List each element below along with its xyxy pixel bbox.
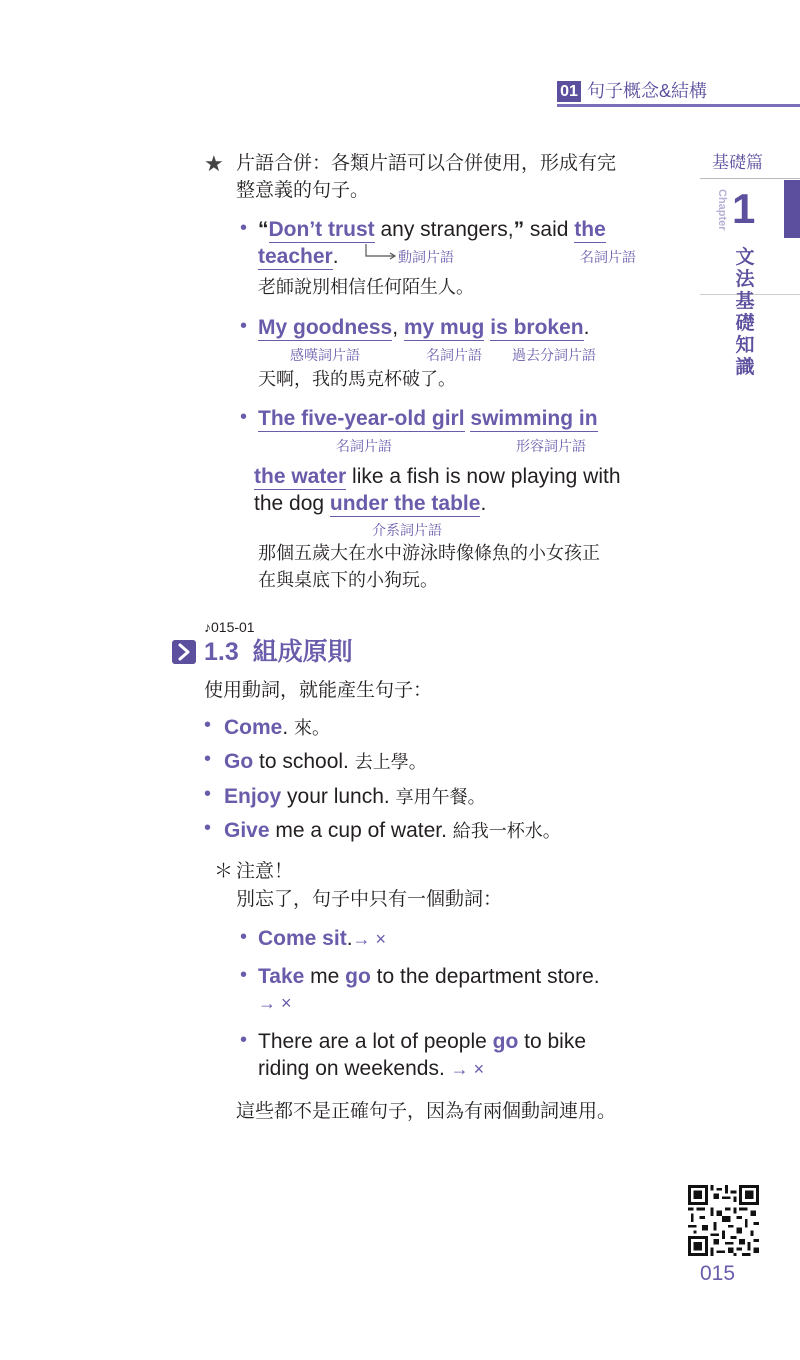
label-verb-phrase: 動詞片語 xyxy=(398,249,454,265)
verb-pointer-arrow xyxy=(364,244,398,264)
bullet-icon: • xyxy=(240,406,248,428)
verb: Go xyxy=(224,750,254,773)
asterisk-icon: ＊ xyxy=(214,861,234,882)
period: . xyxy=(583,316,590,339)
vertical-char: 礎 xyxy=(735,313,755,334)
section-title: 組成原則 xyxy=(252,638,353,666)
adjective-phrase-part: swimming in xyxy=(470,407,598,430)
section-number: 1.3 xyxy=(204,638,239,666)
verb: Take xyxy=(258,965,305,988)
vertical-char: 法 xyxy=(735,269,755,290)
section-heading xyxy=(204,636,353,668)
sentence-text: me a cup of water. xyxy=(269,819,453,842)
example-3-line3 xyxy=(254,490,486,517)
bullet-icon: • xyxy=(204,783,212,805)
noun-phrase: my mug xyxy=(403,316,485,339)
label-noun-phrase: 名詞片語 xyxy=(336,438,392,454)
label-past-participle: 過去分詞片語 xyxy=(512,347,596,363)
sentence-text: There are a lot of people xyxy=(258,1030,493,1053)
bullet-icon: • xyxy=(204,714,212,736)
sentence-text: . xyxy=(282,716,295,739)
interjection-phrase: My goodness xyxy=(258,316,393,339)
wrong-mark: → × xyxy=(258,993,292,1013)
verb: go xyxy=(492,1030,519,1053)
quote-open: “ xyxy=(258,218,269,241)
example-3-line1 xyxy=(258,405,598,432)
adjective-phrase-part: the water xyxy=(254,465,347,488)
music-note-icon: ♪ xyxy=(204,619,211,635)
verb-phrase: Don’t trust xyxy=(268,218,375,241)
list-item xyxy=(224,748,427,776)
period: . xyxy=(332,245,339,268)
sentence-text: to the department store. xyxy=(370,965,600,988)
example-2-sentence xyxy=(258,314,589,341)
sentence-text: any strangers, xyxy=(374,218,514,241)
side-vertical-title xyxy=(734,247,756,379)
side-chapter-number: 1 xyxy=(732,185,756,232)
star-icon: ★ xyxy=(204,151,224,176)
header-rule xyxy=(557,104,800,107)
chapter-tab-bar xyxy=(784,180,800,238)
sentence-text: riding on weekends. xyxy=(258,1057,451,1080)
wrong-example-1 xyxy=(258,925,386,953)
audio-track xyxy=(204,618,255,636)
qr-code[interactable] xyxy=(688,1185,759,1256)
example-1-line2 xyxy=(258,243,339,270)
period: . xyxy=(480,492,487,515)
verb: Come xyxy=(224,716,283,739)
wrong-example-3-line2 xyxy=(258,1055,484,1083)
example-1-line1 xyxy=(258,216,606,243)
sentence-text: me xyxy=(304,965,346,988)
side-divider xyxy=(700,178,800,179)
wrong-example-3-line1 xyxy=(258,1028,586,1055)
wrong-example-2 xyxy=(258,963,600,990)
label-interjection: 感嘆詞片語 xyxy=(290,347,360,363)
sentence-text: like a fish is now playing with xyxy=(346,465,621,488)
noun-phrase-part: the xyxy=(574,218,606,241)
bullet-icon: • xyxy=(240,217,248,239)
bullet-icon: • xyxy=(240,1029,248,1051)
verb: Enjoy xyxy=(224,785,282,808)
example-3-translation-line2: 在與桌底下的小狗玩。 xyxy=(258,570,438,590)
note-title: 注意！ xyxy=(236,861,294,882)
note-text: 別忘了，句子中只有一個動詞： xyxy=(236,889,503,910)
list-item xyxy=(224,817,561,845)
chapter-word: Chapter xyxy=(716,189,728,231)
sentence-text: your lunch. xyxy=(281,785,396,808)
chapter-title: 句子概念&結構 xyxy=(587,81,708,101)
list-item xyxy=(224,714,330,742)
section-intro: 使用動詞，就能產生句子： xyxy=(204,680,433,701)
period: . xyxy=(346,927,353,950)
chapter-number-badge: 01 xyxy=(557,81,581,102)
sentence-text: to bike xyxy=(518,1030,587,1053)
verb: go xyxy=(345,965,371,988)
audio-track-number: 015-01 xyxy=(211,619,255,635)
example-3-line2 xyxy=(254,463,621,490)
bullet-icon: • xyxy=(204,748,212,770)
comma: , xyxy=(392,316,399,339)
example-2-translation: 天啊，我的馬克杯破了。 xyxy=(258,369,456,389)
label-noun-phrase: 名詞片語 xyxy=(580,249,636,265)
side-section-label: 基礎篇 xyxy=(712,153,763,172)
wrong-mark: → × xyxy=(450,1059,485,1079)
sentence-text: to school. xyxy=(253,750,355,773)
noun-phrase: The five-year-old girl xyxy=(258,407,465,430)
noun-phrase-part: teacher xyxy=(258,245,333,268)
label-adjective-phrase: 形容詞片語 xyxy=(516,438,586,454)
bullet-icon: • xyxy=(240,964,248,986)
prepositional-phrase: under the table xyxy=(329,492,481,515)
combo-intro-line1: 片語合併：各類片語可以合併使用，形成有完 xyxy=(236,153,617,174)
translation: 去上學。 xyxy=(354,752,427,772)
vertical-char: 知 xyxy=(735,335,755,356)
label-prepositional-phrase: 介系詞片語 xyxy=(372,522,442,538)
example-3-translation-line1: 那個五歲大在水中游泳時像條魚的小女孩正 xyxy=(258,543,600,563)
vertical-char: 文 xyxy=(735,247,755,268)
page-number: 015 xyxy=(700,1262,736,1285)
vertical-char: 識 xyxy=(735,357,755,378)
sentence-text: the dog xyxy=(254,492,330,515)
list-item xyxy=(224,783,486,811)
bullet-icon: • xyxy=(240,315,248,337)
translation: 給我一杯水。 xyxy=(452,821,561,841)
past-participle-phrase: is broken xyxy=(490,316,584,339)
verb: Come sit xyxy=(258,927,347,950)
translation: 來。 xyxy=(294,718,331,738)
wrong-mark: → × xyxy=(352,929,387,949)
example-1-translation: 老師說別相信任何陌生人。 xyxy=(258,277,474,297)
sentence-text: said xyxy=(524,218,575,241)
combo-intro-line2: 整意義的句子。 xyxy=(236,180,370,201)
translation: 享用午餐。 xyxy=(395,787,486,807)
bullet-icon: • xyxy=(204,817,212,839)
label-noun-phrase: 名詞片語 xyxy=(426,347,482,363)
vertical-char: 基 xyxy=(735,291,755,312)
verb: Give xyxy=(224,819,270,842)
quote-close: ” xyxy=(513,218,525,241)
note-conclusion: 這些都不是正確句子，因為有兩個動詞連用。 xyxy=(236,1101,617,1122)
bullet-icon: • xyxy=(240,926,248,948)
section-arrow-icon xyxy=(172,640,196,664)
